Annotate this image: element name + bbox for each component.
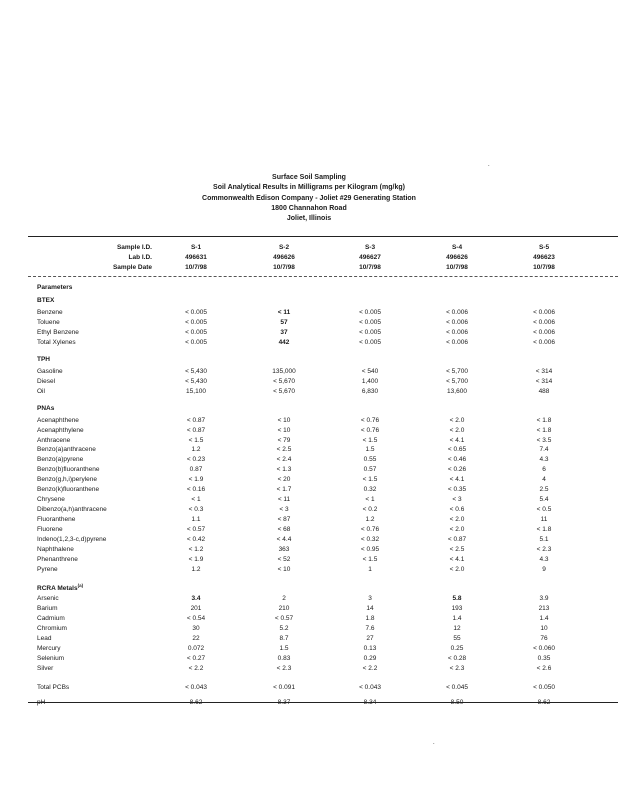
table-row [0,683,618,693]
parameter-name: Benzo(k)fluoranthene [37,486,100,493]
result-value: < 0.16 [186,486,206,493]
result-value: 7.4 [539,446,549,453]
result-value: 7.6 [365,625,375,632]
result-value: 0.072 [187,645,205,652]
result-value: 1.2 [365,516,375,523]
header-label: Lab I.D. [128,254,152,261]
header-label: Sample I.D. [116,244,152,251]
result-value: < 0.76 [360,526,380,533]
result-value: < 10 [277,566,291,573]
parameter-name: Pyrene [37,566,58,573]
header-bottom-rule [28,276,618,277]
sample-id: S-2 [278,244,290,251]
parameter-name: Benzo(b)fluoranthene [37,466,100,473]
result-value: < 11 [277,309,291,316]
table-row [0,594,618,604]
parameter-name: Dibenzo(a,h)anthracene [37,506,107,513]
result-value: < 1.5 [362,556,378,563]
result-value: 4 [542,476,546,483]
result-value: 1.8 [365,615,375,622]
table-row [0,465,618,475]
sample-date: 10/7/98 [533,264,555,271]
table-row [0,624,618,634]
result-value: < 1.9 [188,556,204,563]
result-value: 0.32 [363,486,377,493]
table-row [0,535,618,545]
result-value: < 0.005 [185,329,207,336]
result-value: < 0.2 [362,506,378,513]
table-row [0,445,618,455]
table-row [0,644,618,654]
parameter-name: Chromium [37,625,67,632]
result-value: 3 [368,595,372,602]
result-value: < 1.2 [188,546,204,553]
result-value: < 1.8 [536,427,552,434]
parameters-heading [37,284,72,291]
result-value: < 0.6 [449,506,465,513]
sample-id: S-1 [190,244,202,251]
section-pnas-text: PNAs [37,404,55,412]
result-value: < 20 [277,476,291,483]
result-value: 1.5 [279,645,289,652]
result-value: 0.57 [363,466,377,473]
result-value: < 10 [277,417,291,424]
result-value: < 4.1 [449,437,465,444]
result-value: 5.1 [539,536,549,543]
result-value: < 1 [365,496,375,503]
parameter-name: Arsenic [37,595,59,602]
table-bottom-rule [28,702,618,703]
table-row [0,565,618,575]
result-value: < 0.65 [447,446,467,453]
result-value: < 2.6 [536,665,552,672]
report-city: Joliet, Illinois [286,215,332,223]
result-value: 1.5 [365,446,375,453]
parameters-heading-text: Parameters [37,284,73,291]
result-value: < 2.3 [536,546,552,553]
result-value: < 1.3 [276,466,292,473]
result-value: 3.4 [191,595,201,602]
result-value: < 1.7 [276,486,292,493]
scan-speck: . [433,740,435,746]
section-rcra [37,583,83,592]
table-row [0,367,618,377]
result-value: 135,000 [272,368,296,375]
parameter-name: Barium [37,605,58,612]
result-value: 55 [453,635,461,642]
result-value: < 0.006 [533,339,555,346]
result-value: 0.25 [450,645,464,652]
result-value: 12 [453,625,461,632]
result-value: < 2.0 [449,566,465,573]
result-value: 27 [366,635,374,642]
result-value: < 1.8 [536,526,552,533]
result-value: 201 [190,605,202,612]
result-value: 4.3 [539,556,549,563]
result-value: 1.2 [191,446,201,453]
result-value: 0.55 [363,456,377,463]
parameter-name: Total PCBs [37,684,70,691]
parameter-name: Silver [37,665,54,672]
parameter-name: Total Xylenes [37,339,76,346]
parameter-name: Gasoline [37,368,63,375]
result-value: < 5,700 [446,378,468,385]
result-value: 8.34 [363,699,377,706]
result-value: < 2.0 [449,417,465,424]
sample-id: S-4 [451,244,463,251]
parameter-name: Toluene [37,319,60,326]
section-btex-text: BTEX [37,297,55,304]
result-value: < 2.0 [449,526,465,533]
section-tph-text: TPH [37,355,50,363]
result-value: < 52 [277,556,291,563]
result-value: < 68 [277,526,291,533]
sample-lab: 496631 [185,254,207,261]
header-label: Sample Date [112,264,152,271]
result-value: 76 [540,635,548,642]
table-row [0,455,618,465]
table-row [0,475,618,485]
result-value: < 3 [452,496,462,503]
sample-date: 10/7/98 [446,264,468,271]
result-value: 8.37 [277,699,291,706]
result-value: < 0.043 [185,684,207,691]
result-value: < 5,430 [185,378,207,385]
result-value: < 0.76 [360,427,380,434]
result-value: < 0.005 [185,339,207,346]
result-value: 488 [538,388,550,395]
section-btex [37,297,54,304]
result-value: 4.3 [539,456,549,463]
parameter-name: Cadmium [37,615,65,622]
result-value: 6 [542,466,546,473]
result-value: < 0.006 [533,319,555,326]
result-value: 210 [278,605,290,612]
result-value: < 2.3 [449,665,465,672]
result-value: < 4.1 [449,476,465,483]
result-value: < 2.4 [276,456,292,463]
parameter-name: Chrysene [37,496,65,503]
result-value: < 1.5 [188,437,204,444]
parameter-name: Benzo(g,h,i)perylene [37,476,97,483]
result-value: < 2.0 [449,516,465,523]
result-value: < 2.5 [449,546,465,553]
result-value: < 0.091 [273,684,295,691]
parameter-name: Selenium [37,655,65,662]
result-value: < 0.42 [186,536,206,543]
result-value: 0.83 [277,655,291,662]
result-value: 0.35 [537,655,551,662]
result-value: 3.9 [539,595,549,602]
result-value: < 2.0 [449,427,465,434]
table-row [0,328,618,338]
sample-date: 10/7/98 [359,264,381,271]
sample-id: S-3 [364,244,376,251]
result-value: < 0.006 [533,329,555,336]
result-value: < 1.8 [536,417,552,424]
result-value: 193 [451,605,463,612]
result-value: < 0.32 [360,536,380,543]
parameter-name: Indeno(1,2,3-c,d)pyrene [37,536,107,543]
result-value: < 79 [277,437,291,444]
table-row [0,634,618,644]
result-value: < 0.006 [446,329,468,336]
sample-lab: 496627 [359,254,381,261]
result-value: < 2.2 [188,665,204,672]
parameter-name: Benzo(a)pyrene [37,456,84,463]
parameter-name: Benzene [37,309,63,316]
table-row [0,604,618,614]
parameter-name: Diesel [37,378,56,385]
parameter-name: Mercury [37,645,61,652]
parameter-name: Ethyl Benzene [37,329,79,336]
result-value: 14 [366,605,374,612]
result-value: 213 [538,605,550,612]
table-row [0,664,618,674]
result-value: 5.4 [539,496,549,503]
result-value: < 11 [277,496,291,503]
parameter-name: Acenaphthene [37,417,79,424]
result-value: < 0.35 [447,486,467,493]
result-value: 13,600 [447,388,467,395]
result-value: < 0.005 [185,319,207,326]
result-value: < 1.5 [362,476,378,483]
result-value: 10 [540,625,548,632]
result-value: < 0.23 [186,456,206,463]
table-row [0,654,618,664]
result-value: < 0.46 [447,456,467,463]
table-row [0,555,618,565]
result-value: < 0.87 [447,536,467,543]
result-value: < 0.27 [186,655,206,662]
sample-lab: 496626 [273,254,295,261]
parameter-name: Oil [37,388,45,395]
result-value: 22 [192,635,200,642]
result-value: 8.62 [189,699,203,706]
result-value: < 0.045 [446,684,468,691]
result-value: < 0.006 [446,319,468,326]
result-value: < 0.043 [359,684,381,691]
result-value: < 0.87 [186,427,206,434]
result-value: < 0.76 [360,417,380,424]
result-value: 0.29 [363,655,377,662]
result-value: < 0.060 [533,645,555,652]
result-value: 2 [282,595,286,602]
result-value: < 1.5 [362,437,378,444]
result-value: 0.87 [189,466,203,473]
result-value: < 0.54 [186,615,206,622]
result-value: < 4.4 [276,536,292,543]
result-value: < 540 [361,368,379,375]
report-address: 1800 Channahon Road [271,204,347,212]
table-row [0,426,618,436]
result-value: 1,400 [361,378,379,385]
result-value: < 314 [535,368,553,375]
result-value: 8.50 [450,699,464,706]
result-value: < 0.005 [359,319,381,326]
result-value: < 5,670 [273,388,295,395]
table-row [0,698,618,708]
result-value: < 0.57 [274,615,294,622]
parameter-name: Fluoranthene [37,516,76,523]
result-value: < 0.87 [186,417,206,424]
result-value: 8.62 [537,699,551,706]
table-row [0,318,618,328]
result-value: < 3 [279,506,289,513]
result-value: < 2.3 [276,665,292,672]
result-value: < 0.006 [446,309,468,316]
table-row [0,416,618,426]
table-row [0,614,618,624]
report-company: Commonwealth Edison Company - Joliet #29 Generating Station [202,194,416,202]
result-value: 15,100 [186,388,206,395]
sample-id: S-5 [538,244,550,251]
sample-date: 10/7/98 [185,264,207,271]
result-value: 1 [368,566,372,573]
result-value: < 2.2 [362,665,378,672]
result-value: 2.5 [539,486,549,493]
result-value: < 5,430 [185,368,207,375]
parameter-name: Acenaphthylene [37,427,84,434]
footnote-marker: (a) [77,582,84,588]
table-row [0,485,618,495]
result-value: 1.4 [539,615,549,622]
result-value: < 0.5 [536,506,552,513]
parameter-name: Benzo(a)anthracene [37,446,96,453]
parameter-name: Fluorene [37,526,63,533]
table-row [0,387,618,397]
result-value: 0.13 [363,645,377,652]
result-value: < 3.5 [536,437,552,444]
table-row [0,545,618,555]
result-value: < 0.28 [447,655,467,662]
section-pnas [37,405,54,412]
section-rcra-text: RCRA Metals [37,585,78,592]
result-value: < 5,670 [273,378,295,385]
result-value: 5.8 [452,595,462,602]
result-value: < 0.3 [188,506,204,513]
result-value: < 0.57 [186,526,206,533]
result-value: < 2.5 [276,446,292,453]
table-row [0,338,618,348]
parameter-name: Anthracene [37,437,71,444]
result-value: 363 [278,546,290,553]
result-value: < 0.005 [359,329,381,336]
result-value: < 0.005 [359,339,381,346]
table-row [0,308,618,318]
report-title: Surface Soil Sampling [272,174,346,181]
table-row [0,377,618,387]
result-value: < 314 [535,378,553,385]
sample-lab: 496626 [446,254,468,261]
result-value: 1.4 [452,615,462,622]
result-value: < 5,700 [446,368,468,375]
sample-date: 10/7/98 [273,264,295,271]
sample-lab: 496623 [533,254,555,261]
report-subtitle: Soil Analytical Results in Milligrams per Kilogram (mg/kg) [213,184,405,192]
result-value: < 1.9 [188,476,204,483]
table-row [0,515,618,525]
header-top-rule [28,236,618,237]
parameter-name: Phenanthrene [37,556,78,563]
result-value: < 0.050 [533,684,555,691]
result-value: < 0.005 [185,309,207,316]
result-value: 8.7 [279,635,289,642]
result-value: 30 [192,625,200,632]
result-value: 5.2 [279,625,289,632]
result-value: 57 [280,319,288,326]
result-value: < 0.26 [447,466,467,473]
result-value: 6,830 [361,388,379,395]
result-value: < 0.95 [360,546,380,553]
table-row [0,525,618,535]
result-value: 1.1 [191,516,201,523]
result-value: < 87 [277,516,291,523]
table-row [0,495,618,505]
result-value: 442 [278,339,290,346]
parameter-name: pH [37,699,46,706]
result-value: 9 [542,566,546,573]
result-value: 1.2 [191,566,201,573]
section-tph [37,356,50,363]
result-value: < 0.006 [533,309,555,316]
result-value: < 4.1 [449,556,465,563]
result-value: < 1 [191,496,201,503]
result-value: 11 [540,516,548,523]
parameter-name: Lead [37,635,52,642]
result-value: < 10 [277,427,291,434]
parameter-name: Naphthalene [37,546,74,553]
result-value: < 0.006 [446,339,468,346]
result-value: 37 [280,329,288,336]
table-row [0,505,618,515]
scan-speck: . [488,162,490,168]
report-title-block [0,173,618,224]
result-value: < 0.005 [359,309,381,316]
